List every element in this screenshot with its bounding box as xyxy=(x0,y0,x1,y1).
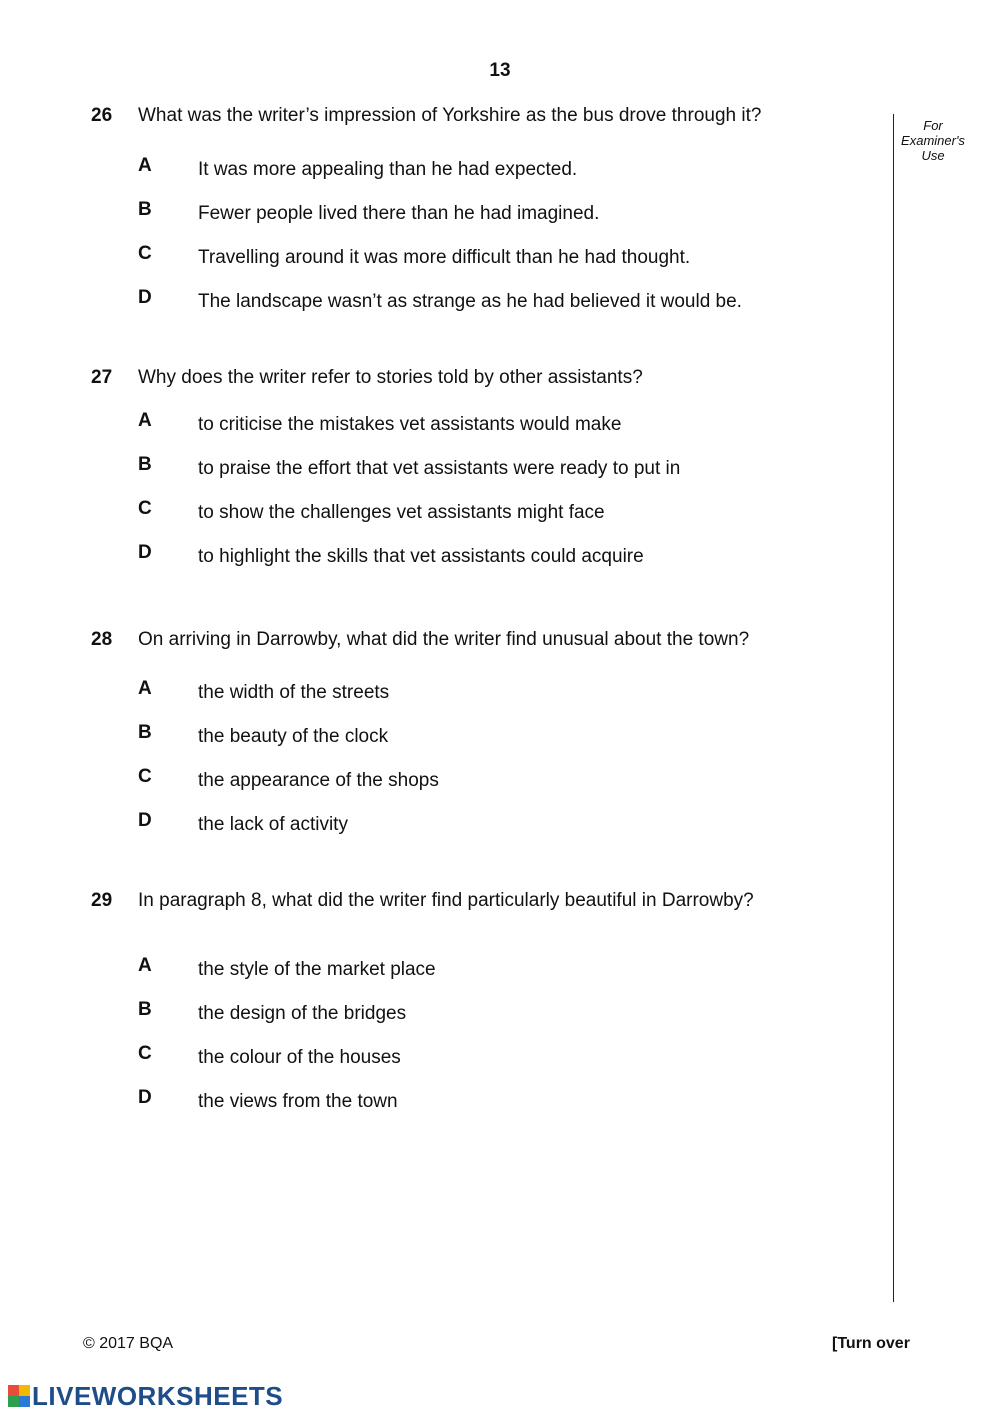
option-text: Fewer people lived there than he had imagined. xyxy=(198,203,600,224)
question-text: What was the writer’s impression of Yorkshire as the bus drove through it? xyxy=(138,105,762,126)
question-number: 28 xyxy=(91,629,113,650)
question-26 xyxy=(91,105,871,312)
examiner-use-label: For Examiner's Use xyxy=(901,118,965,163)
logo-square xyxy=(19,1385,30,1396)
option-text: to praise the effort that vet assistants were ready to put in xyxy=(198,458,681,479)
question-number: 26 xyxy=(91,105,113,126)
examiner-margin-line xyxy=(893,114,894,1302)
option-letter: B xyxy=(138,454,152,475)
option-text: the appearance of the shops xyxy=(198,770,439,791)
option-text: the views from the town xyxy=(198,1091,398,1112)
question-text: On arriving in Darrowby, what did the writer find unusual about the town? xyxy=(138,629,750,650)
option-letter: D xyxy=(138,542,152,563)
turn-over-label: [Turn over xyxy=(832,1335,910,1352)
option-letter: B xyxy=(138,722,152,743)
option-letter: C xyxy=(138,498,152,519)
option-letter: B xyxy=(138,999,152,1020)
option-letter: C xyxy=(138,1043,152,1064)
option-text: to show the challenges vet assistants might face xyxy=(198,502,605,523)
option-letter: D xyxy=(138,287,152,308)
question-number: 27 xyxy=(91,367,113,388)
option-letter: A xyxy=(138,410,152,431)
option-text: Travelling around it was more difficult than he had thought. xyxy=(198,247,691,268)
option-text: the lack of activity xyxy=(198,814,348,835)
option-text: to criticise the mistakes vet assistants would make xyxy=(198,414,622,435)
option-letter: D xyxy=(138,810,152,831)
liveworksheets-branding[interactable] xyxy=(8,1381,283,1411)
option-text: the style of the market place xyxy=(198,959,436,980)
option-text: to highlight the skills that vet assistants could acquire xyxy=(198,546,644,567)
page-number: 13 xyxy=(489,60,511,81)
question-27 xyxy=(91,367,871,567)
liveworksheets-logo-icon xyxy=(8,1385,30,1407)
option-letter: D xyxy=(138,1087,152,1108)
option-text: the width of the streets xyxy=(198,682,390,703)
option-letter: A xyxy=(138,955,152,976)
question-text: In paragraph 8, what did the writer find particularly beautiful in Darrowby? xyxy=(138,890,754,911)
question-number: 29 xyxy=(91,890,113,911)
option-letter: C xyxy=(138,243,152,264)
option-text: The landscape wasn’t as strange as he had believed it would be. xyxy=(198,291,742,312)
logo-square xyxy=(19,1396,30,1407)
logo-square xyxy=(8,1396,19,1407)
logo-square xyxy=(8,1385,19,1396)
option-text: the design of the bridges xyxy=(198,1003,407,1024)
question-text: Why does the writer refer to stories told by other assistants? xyxy=(138,367,643,388)
question-28 xyxy=(91,629,871,835)
option-letter: A xyxy=(138,678,152,699)
option-text: the beauty of the clock xyxy=(198,726,389,747)
option-letter: A xyxy=(138,155,152,176)
option-text: the colour of the houses xyxy=(198,1047,401,1068)
option-letter: C xyxy=(138,766,152,787)
option-text: It was more appealing than he had expected. xyxy=(198,159,578,180)
brand-name: LIVEWORKSHEETS xyxy=(32,1380,284,1411)
copyright-notice: © 2017 BQA xyxy=(83,1335,174,1352)
option-letter: B xyxy=(138,199,152,220)
question-29 xyxy=(91,890,871,1112)
